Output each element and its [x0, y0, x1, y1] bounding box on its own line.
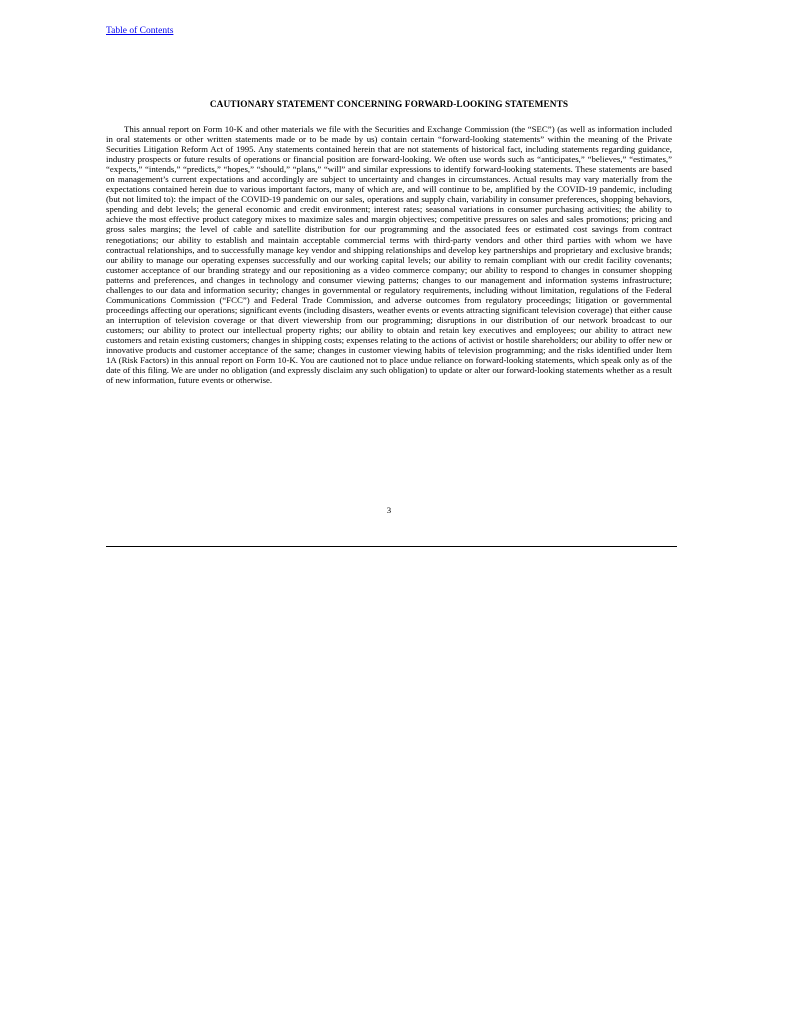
section-heading: CAUTIONARY STATEMENT CONCERNING FORWARD-LOOKING STATEMENTS: [209, 100, 569, 110]
page-bottom-rule: [106, 546, 677, 547]
table-of-contents-link[interactable]: Table of Contents: [106, 26, 174, 36]
forward-looking-statements-paragraph: This annual report on Form 10-K and other materials we file with the Securities and Exchange Commission (the “SEC”) (as well as information included in oral statements or other written statements made or to be made by us) contain certain “forward-looking statements” within the meaning of the Private Securities Litigation Reform Act of 1995. Any statements contained herein that are not statements of historical fact, including statements regarding guidance, industry prospects or future results of operations or financial position are forward-looking. We often use words such as “anticipates,” “believes,” “estimates,” “expects,” “intends,” “predicts,” “hopes,” “should,” “plans,” “will” and similar expressions to identify forward-looking statements. These statements are based on management’s current expectations and accordingly are subject to uncertainty and changes in circumstances. Actual results may vary materially from the expectations contained herein due to various important factors, many of which are, and will continue to be, amplified by the COVID-19 pandemic, including (but not limited to): the impact of the COVID-19 pandemic on our sales, operations and supply chain, variability in consumer preferences, shopping behaviors, spending and debt levels; the general economic and credit environment; interest rates; seasonal variations in consumer purchasing activities; the ability to achieve the most effective product category mixes to maximize sales and margin objectives; competitive pressures on sales and sales promotions; pricing and gross sales margins; the level of cable and satellite distribution for our programming and the associated fees or estimated cost savings from contract renegotiations; our ability to establish and maintain acceptable commercial terms with third-party vendors and other third parties with whom we have contractual relationships, and to successfully manage key vendor and shipping relationships and develop key partnerships and proprietary and exclusive brands; our ability to manage our operating expenses successfully and our working capital levels; our ability to remain compliant with our credit facility covenants; customer acceptance of our branding strategy and our repositioning as a video commerce company; our ability to respond to changes in consumer shopping patterns and preferences, and changes in technology and consumer viewing patterns; changes to our management and information systems infrastructure; challenges to our data and information security; changes in governmental or regulatory requirements, including without limitation, regulations of the Federal Communications Commission (“FCC”) and Federal Trade Commission, and adverse outcomes from regulatory proceedings; litigation or governmental proceedings affecting our operations; significant events (including disasters, weather events or events attracting significant television coverage) that either cause an interruption of television coverage or that divert viewership from our programming; disruptions in our distribution of our network broadcast to our customers; our ability to protect our intellectual property rights; our ability to obtain and retain key executives and employees; our ability to attract new customers and retain existing customers; changes in shipping costs; expenses relating to the actions of activist or hostile shareholders; our ability to offer new or innovative products and customer acceptance of the same; changes in customer viewing habits of television programming; and the risks identified under Item 1A (Risk Factors) in this annual report on Form 10-K. You are cautioned not to place undue reliance on forward-looking statements, which speak only as of the date of this filing. We are under no obligation (and expressly disclaim any such obligation) to update or alter our forward-looking statements whether as a result of new information, future events or otherwise.: [106, 124, 672, 386]
page-number: 3: [386, 505, 392, 515]
